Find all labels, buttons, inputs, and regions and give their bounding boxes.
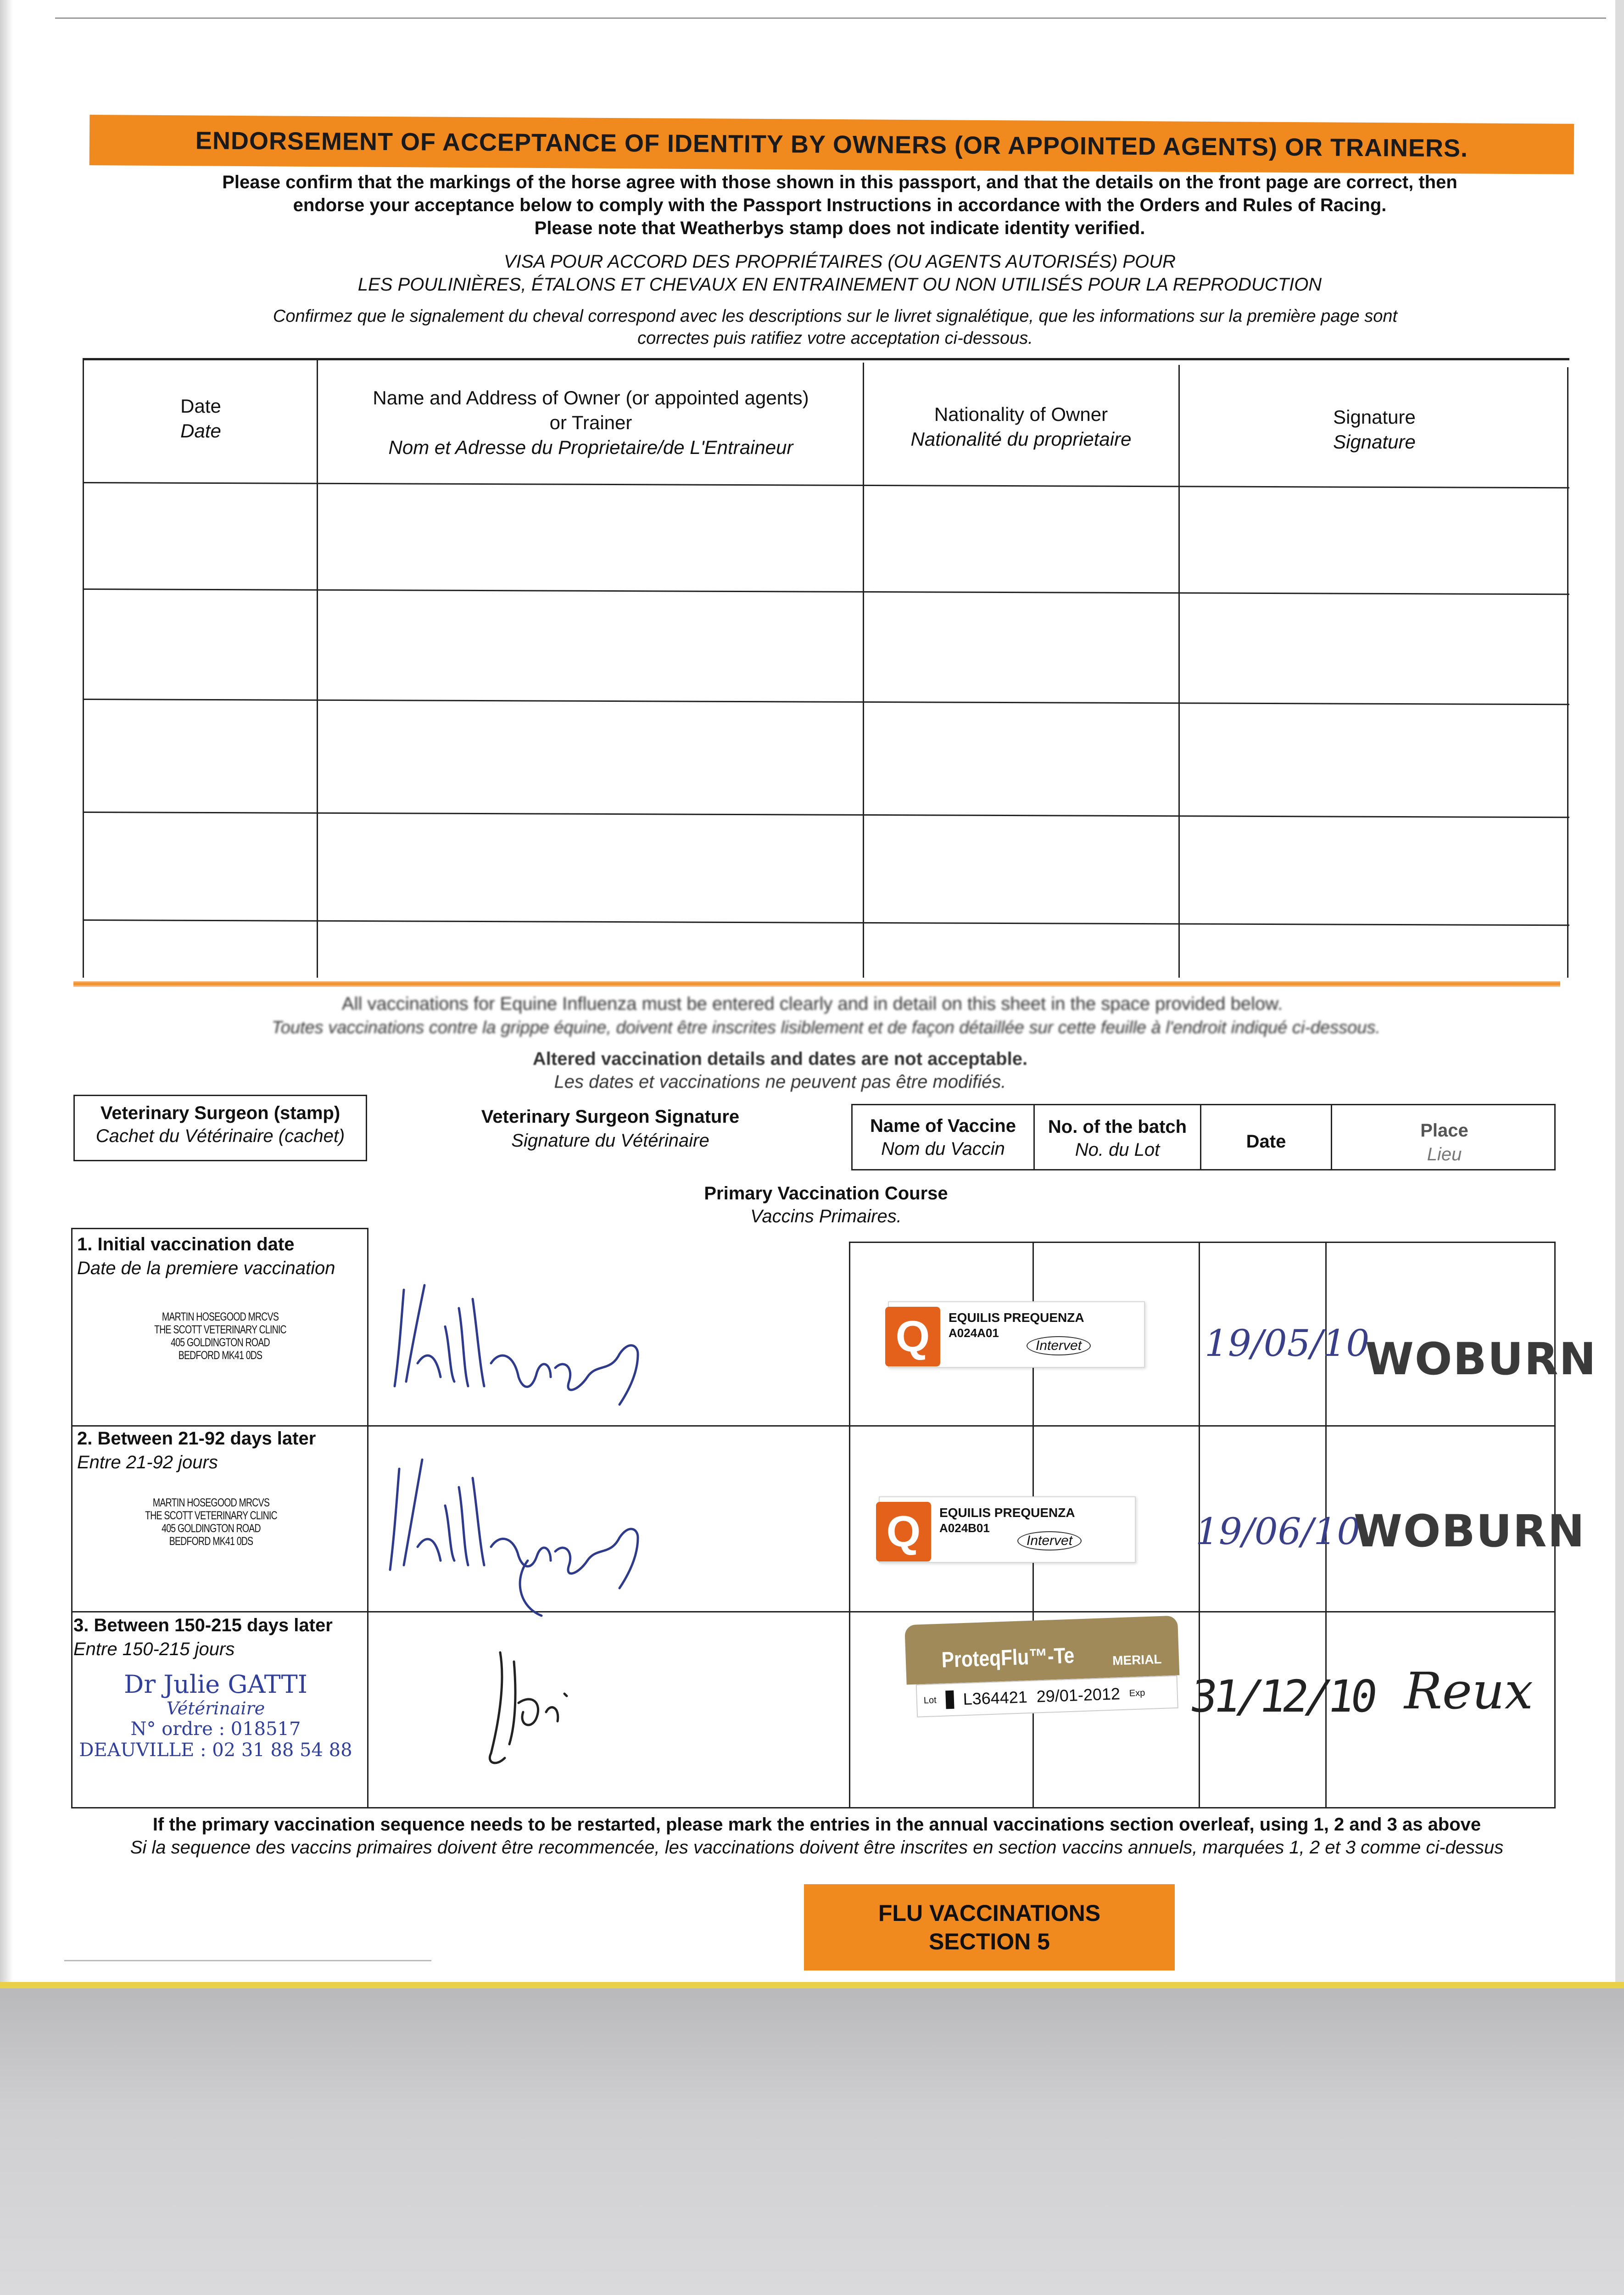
pv-top-left [71, 1228, 368, 1229]
header-batch-fr: No. du Lot [1075, 1140, 1160, 1160]
proteqflu-label-band [904, 1616, 1179, 1685]
col-header-nationality-en: Nationality of Owner [934, 403, 1108, 425]
endorsement-banner [89, 115, 1574, 174]
row1-vaccine-batch: A024A01 [949, 1326, 999, 1340]
row2-stamp-line-4: BEDFORD MK41 0DS [169, 1535, 253, 1548]
intro-fr-line-2: LES POULINIÈRES, ÉTALONS ET CHEVAUX EN ENTRAINEMENT OU NON UTILISÉS POUR LA REPRODUCTION [357, 274, 1322, 295]
section-label-line-1: FLU VACCINATIONS [878, 1900, 1101, 1926]
row1-vaccine-sticker [888, 1301, 1145, 1368]
row3-lot-prefix: Lot [923, 1695, 937, 1706]
row3-exp-prefix: Exp [1129, 1687, 1145, 1698]
intro-english [106, 171, 1574, 240]
row1-intervet-logo: Intervet [1027, 1336, 1091, 1355]
primary-course-subtitle: Vaccins Primaires. [750, 1206, 902, 1226]
row3-label-en: 3. Between 150-215 days later [73, 1615, 333, 1635]
row1-place: WOBURN [1365, 1333, 1597, 1385]
page-edge-right [1615, 0, 1624, 1983]
header-vaccine-name-fr: Nom du Vaccin [881, 1139, 1005, 1159]
row3-stamp-line-1: Dr Julie GATTI [124, 1670, 307, 1699]
col-header-signature-en: Signature [1333, 406, 1416, 428]
row2-stamp-line-3: 405 GOLDINGTON ROAD [162, 1522, 261, 1535]
header-vet-stamp-fr: Cachet du Vétérinaire (cachet) [95, 1126, 345, 1146]
header-divider-3 [1331, 1104, 1332, 1170]
row2-intervet-logo: Intervet [1017, 1531, 1082, 1551]
header-vaccine-name-en: Name of Vaccine [870, 1116, 1016, 1136]
row1-label-en: 1. Initial vaccination date [77, 1234, 295, 1254]
intro-en-line-2: endorse your acceptance below to comply with the Passport Instructions in accordance with the Orders and Rules of Racing. [293, 195, 1387, 215]
intro-fr-line-4: correctes puis ratifiez votre acceptation ci-dessous. [637, 329, 1033, 348]
pv-col-1 [367, 1228, 368, 1808]
header-vet-signature-en: Veterinary Surgeon Signature [481, 1107, 740, 1127]
row-divider-3 [83, 699, 1569, 705]
row3-vaccine-batch: L364421 [962, 1687, 1028, 1709]
row1-stamp-line-4: BEDFORD MK41 0DS [178, 1349, 262, 1362]
intro-french-confirm [138, 305, 1533, 349]
header-place-fr: Lieu [1427, 1144, 1462, 1164]
table-top-border [83, 358, 1569, 360]
primary-course-title: Primary Vaccination Course [704, 1183, 948, 1203]
row3-vaccine-maker: MERIAL [1112, 1651, 1162, 1668]
header-batch-en: No. of the batch [1048, 1117, 1187, 1137]
faint-instruction-fr: Toutes vaccinations contre la grippe équine, doivent être inscrites lisiblement et de façon détaillée sur cette feuille à l'endroit indiqué ci-dessous. [271, 1018, 1381, 1037]
intro-en-line-1: Please confirm that the markings of the horse agree with those shown in this passport, and that the details on the front page are correct, then [222, 172, 1457, 192]
row1-label-fr: Date de la premiere vaccination [77, 1258, 335, 1278]
col-header-date-fr: Date [180, 420, 221, 442]
row2-label-fr: Entre 21-92 jours [77, 1452, 218, 1472]
page-fold-line [73, 981, 1560, 987]
header-divider-2 [1200, 1104, 1201, 1170]
row1-stamp-line-1: MARTIN HOSEGOOD MRCVS [162, 1310, 279, 1323]
intro-fr-line-3: Confirmez que le signalement du cheval correspond avec les descriptions sur le livret signalétique, que les informations sur la première page sont [273, 307, 1398, 326]
table-left-border [83, 358, 84, 978]
row1-stamp-line-3: 405 GOLDINGTON ROAD [171, 1336, 270, 1349]
header-vet-stamp-en: Veterinary Surgeon (stamp) [100, 1103, 340, 1123]
row2-place: WOBURN [1354, 1506, 1585, 1557]
endorsement-title: ENDORSEMENT OF ACCEPTANCE OF IDENTITY BY OWNERS (OR APPOINTED AGENTS) OR TRAINERS. [195, 127, 1468, 162]
col-header-date-en: Date [180, 395, 221, 417]
lot-marker-icon [945, 1690, 954, 1709]
row2-label [77, 1427, 362, 1474]
row3-date: 31/12/10 [1187, 1671, 1378, 1722]
col-header-nationality-fr: Nationalité du proprietaire [910, 428, 1132, 450]
pv-col-2 [849, 1242, 850, 1808]
row2-vaccine-sticker [879, 1496, 1136, 1563]
scanner-background [0, 1988, 1624, 2295]
row3-vet-signature [473, 1634, 610, 1772]
row3-stamp-line-3: N° ordre : 018517 [130, 1718, 301, 1740]
row1-stamp-line-2: THE SCOTT VETERINARY CLINIC [154, 1323, 286, 1336]
row3-vaccine-name: ProteqFlu™-Te [941, 1643, 1075, 1673]
col-divider-3 [1178, 365, 1180, 978]
row3-label [73, 1613, 367, 1661]
row2-vet-signature [376, 1441, 675, 1625]
col-header-owner-en: Name and Address of Owner (or appointed agents) [373, 387, 809, 409]
row3-stamp-line-2: Vétérinaire [166, 1698, 265, 1718]
altered-warning-en: Altered vaccination details and dates are not acceptable. [532, 1049, 1028, 1069]
row-divider-4 [83, 812, 1569, 818]
bottom-rule [64, 1960, 431, 1961]
header-date-en: Date [1246, 1131, 1286, 1152]
col-header-signature [1182, 405, 1567, 454]
row3-label-fr: Entre 150-215 jours [73, 1639, 235, 1659]
col-header-owner-fr: Nom et Adresse du Proprietaire/de L'Entraineur [388, 437, 793, 458]
row2-vet-stamp [104, 1496, 318, 1548]
row3-stamp-line-4: DEAUVILLE : 02 31 88 54 88 [79, 1740, 352, 1761]
pv-bottom-border [71, 1807, 1556, 1808]
intro-fr-line-1: VISA POUR ACCORD DES PROPRIÉTAIRES (OU AGENTS AUTORISÉS) POUR [504, 252, 1176, 272]
row1-date: 19/05/10 [1205, 1322, 1370, 1365]
altered-warning-fr: Les dates et vaccinations ne peuvent pas être modifiés. [554, 1072, 1006, 1092]
row2-vaccine-name: EQUILIS PREQUENZA [939, 1506, 1075, 1520]
header-divider-1 [1033, 1104, 1035, 1170]
page-yellow-edge [0, 1982, 1624, 1988]
row1-vet-stamp [113, 1310, 328, 1362]
row2-stamp-line-1: MARTIN HOSEGOOD MRCVS [152, 1496, 270, 1509]
intro-french [119, 250, 1560, 296]
q-logo-icon: Q [876, 1502, 931, 1562]
top-rule [55, 17, 1606, 19]
restart-note-fr: Si la sequence des vaccins primaires doivent être recommencée, les vaccinations doivent être inscrites en section vaccins annuels, marquées 1, 2 et 3 comme ci-dessus [130, 1837, 1504, 1858]
q-logo-icon: Q [885, 1307, 940, 1366]
header-place-en: Place [1420, 1120, 1468, 1141]
col-divider-1 [317, 360, 318, 978]
header-vet-stamp [73, 1095, 367, 1161]
row3-vaccine-sticker [904, 1616, 1181, 1731]
intro-en-line-3: Please note that Weatherbys stamp does not indicate identity verified. [534, 218, 1145, 238]
section-label-line-2: SECTION 5 [929, 1929, 1050, 1954]
col-header-owner-en2: or Trainer [549, 412, 632, 433]
row3-vet-stamp [64, 1671, 367, 1761]
col-header-nationality [865, 402, 1177, 452]
pv-top-right [849, 1242, 1556, 1243]
row3-vaccine-expiry: 29/01-2012 [1036, 1684, 1121, 1706]
row2-stamp-line-2: THE SCOTT VETERINARY CLINIC [145, 1509, 277, 1522]
col-header-date [87, 394, 314, 443]
row1-label [77, 1232, 362, 1280]
row2-label-en: 2. Between 21-92 days later [77, 1428, 316, 1449]
header-vet-signature-fr: Signature du Vétérinaire [511, 1131, 709, 1151]
pv-row-divider-2 [71, 1611, 1556, 1612]
page-shadow-left [0, 0, 13, 1983]
row2-vaccine-batch: A024B01 [939, 1521, 990, 1535]
table-right-border [1567, 367, 1568, 978]
row3-place: Reux [1404, 1662, 1533, 1720]
row-divider-1 [83, 482, 1569, 488]
row1-vaccine-name: EQUILIS PREQUENZA [949, 1310, 1084, 1325]
restart-note-en: If the primary vaccination sequence needs to be restarted, please mark the entries in the annual vaccinations section overleaf, using 1, 2 and 3 as above [152, 1814, 1481, 1835]
row2-date: 19/06/10 [1195, 1510, 1361, 1553]
col-divider-2 [863, 363, 864, 978]
col-header-signature-fr: Signature [1333, 431, 1416, 453]
faint-instruction-en: All vaccinations for Equine Influenza must be entered clearly and in detail on this sheet in the space provided below. [341, 994, 1283, 1014]
col-header-owner [321, 386, 860, 460]
row1-vet-signature [381, 1271, 679, 1409]
row-divider-2 [83, 588, 1569, 595]
row-divider-5 [83, 919, 1569, 926]
section-label-box [804, 1884, 1175, 1970]
